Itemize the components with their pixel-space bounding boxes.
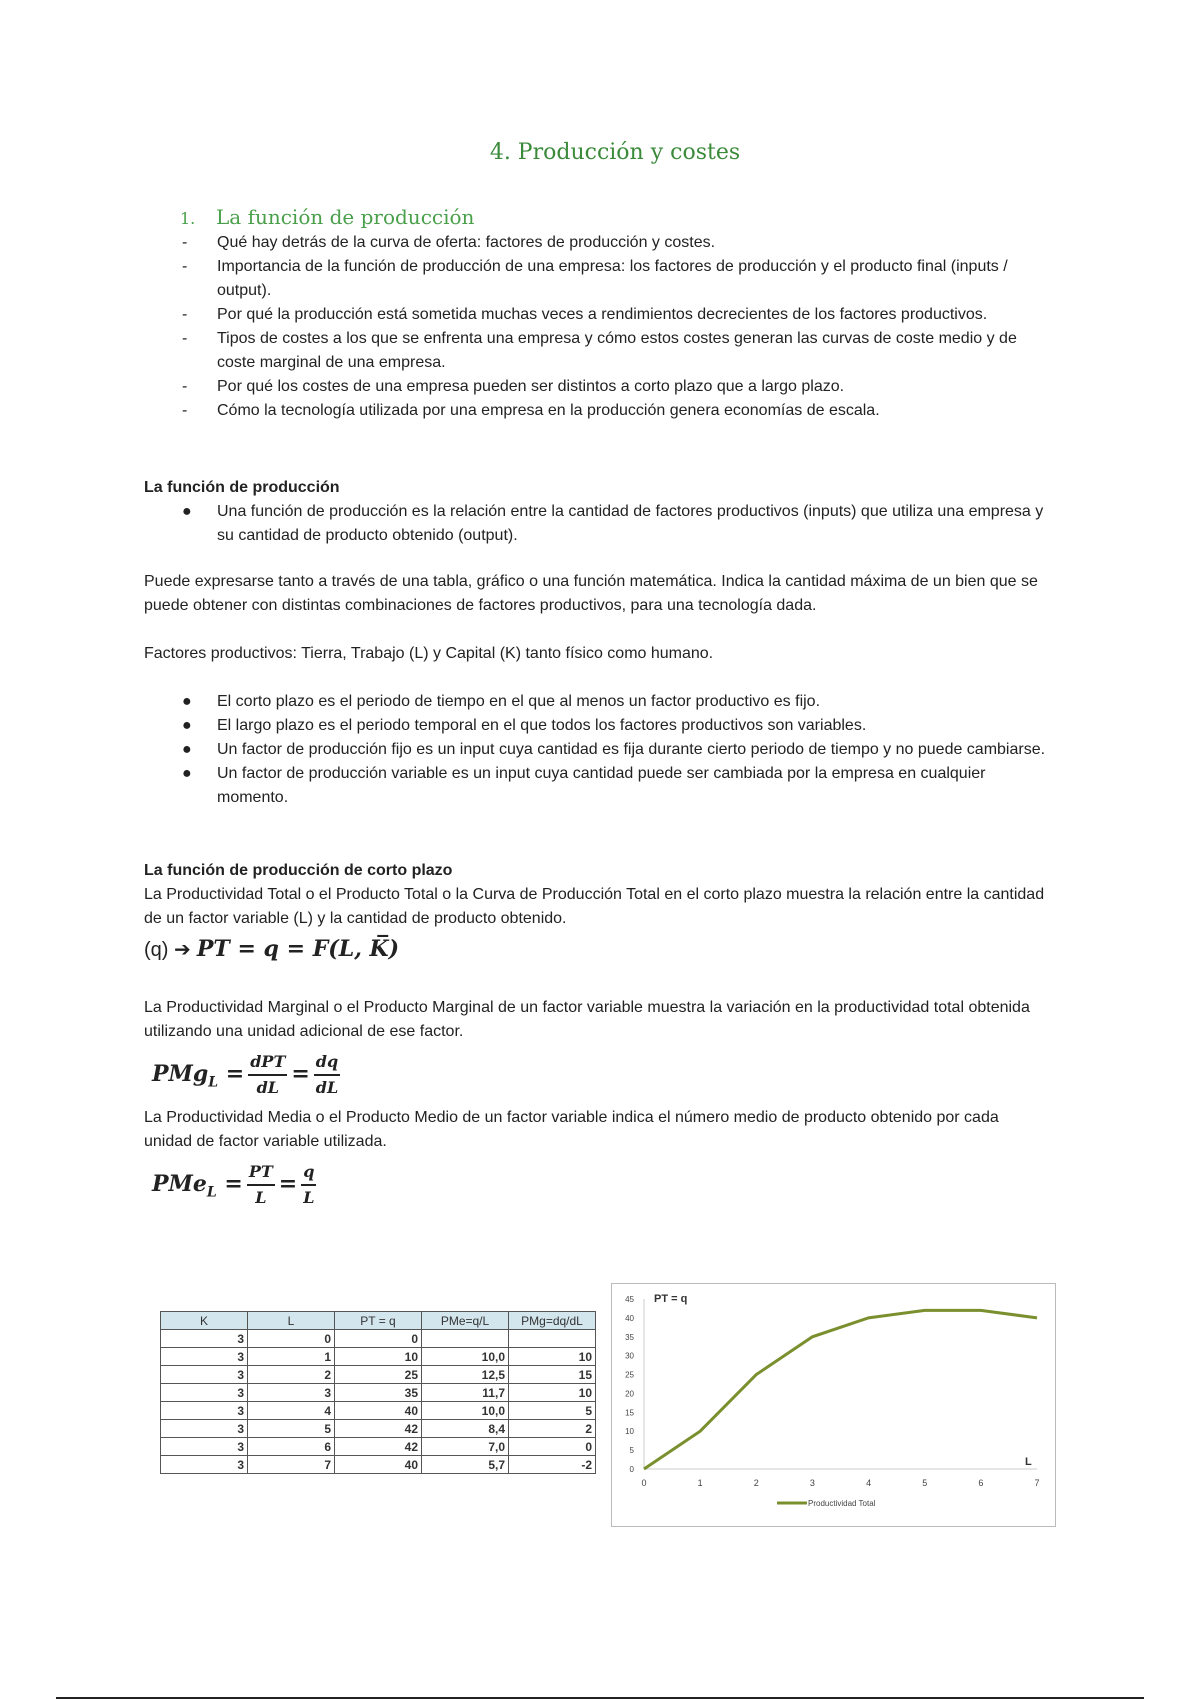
y-tick-label: 5 [629,1446,634,1456]
table-cell: 3 [161,1438,248,1456]
definitions-list [144,690,1049,810]
list-item: ● Un factor de producción fijo es un input cuya cantidad es fija durante cierto periodo de tiempo y no puede cambiarse. [182,741,1046,758]
table-cell: 10 [509,1384,596,1402]
x-tick-label: 7 [1034,1478,1040,1488]
y-tick-label: 15 [625,1408,634,1418]
list-item: - Por qué los costes de una empresa pueden ser distintos a corto plazo que a largo plazo. [182,378,845,395]
table-row [161,1456,596,1474]
table-row [161,1348,596,1366]
y-tick-label: 0 [629,1465,634,1474]
table-cell: 7 [248,1456,335,1474]
table-cell: 3 [161,1420,248,1438]
y-tick-label: 40 [625,1313,634,1323]
subheading: La función de producción [144,479,340,496]
x-tick-label: 1 [697,1478,703,1488]
column-header: L [248,1312,335,1330]
paragraph: Factores productivos: Tierra, Trabajo (L) y Capital (K) tanto físico como humano. [144,645,714,662]
series-line-productividad-total [644,1310,1037,1469]
x-tick-label: 3 [809,1478,815,1488]
section-1 [144,205,1049,423]
column-header: K [161,1312,248,1330]
paragraph: Puede expresarse tanto a través de una tabla, gráfico o una función matemática. Indica la cantidad máxima de un bien que se puede obtener con distintas combinaciones de factores productivos, para una tecnología dada. [144,573,1038,614]
table-cell: 8,4 [422,1420,509,1438]
table-cell: 10 [509,1348,596,1366]
production-table [160,1311,596,1474]
y-tick-label: 45 [625,1295,634,1304]
table-cell: 15 [509,1366,596,1384]
table-cell [422,1330,509,1348]
table-cell: 25 [335,1366,422,1384]
table-cell: 3 [248,1384,335,1402]
list-item: - Tipos de costes a los que se enfrenta una empresa y cómo estos costes generan las curvas de coste medio y de coste marginal de una empresa. [182,330,1017,371]
page-divider [56,1697,1144,1699]
table-cell: 0 [509,1438,596,1456]
formula-pmg: PMg$_L$ = $\frac{\text{dPT}}{dL}$ = $\frac{dq}{dL}$ [152,1052,339,1097]
objectives-list [144,231,1049,423]
list-item: ● El corto plazo es el periodo de tiempo en el que al menos un factor productivo es fijo. [182,693,821,710]
paragraph: La Productividad Marginal o el Producto Marginal de un factor variable muestra la variación en la productividad total obtenida utilizando una unidad adicional de ese factor. [144,999,1030,1040]
table-cell: 40 [335,1456,422,1474]
column-header: PT = q [335,1312,422,1330]
table-row [161,1330,596,1348]
table-row [161,1366,596,1384]
table-cell [509,1330,596,1348]
table-row [161,1384,596,1402]
table-cell: 5,7 [422,1456,509,1474]
list-item: - Cómo la tecnología utilizada por una empresa en la producción genera economías de escala. [182,402,880,419]
table-cell: 3 [161,1348,248,1366]
list-item: ● El largo plazo es el periodo temporal en el que todos los factores productivos son variables. [182,717,867,734]
table-cell: 6 [248,1438,335,1456]
list-item: - Qué hay detrás de la curva de oferta: factores de producción y costes. [182,234,716,251]
table-cell: 40 [335,1402,422,1420]
x-axis-label: L [1025,1456,1032,1468]
table-cell: 11,7 [422,1384,509,1402]
table-cell: 1 [248,1348,335,1366]
list-item: - Por qué la producción está sometida muchas veces a rendimientos decrecientes de los factores productivos. [182,306,988,323]
subheading: La función de producción de corto plazo [144,862,453,879]
table-cell: 3 [161,1456,248,1474]
table-cell: -2 [509,1456,596,1474]
table-cell: 3 [161,1402,248,1420]
table-cell: 10 [335,1348,422,1366]
table-cell: 42 [335,1420,422,1438]
y-tick-label: 30 [625,1351,634,1361]
x-tick-label: 4 [866,1478,872,1488]
table-row [161,1420,596,1438]
chart-title: PT = q [654,1293,688,1305]
table-cell: 5 [248,1420,335,1438]
table-cell: 12,5 [422,1366,509,1384]
list-item: - Importancia de la función de producción de una empresa: los factores de producción y el producto final (inputs / output). [182,258,1008,299]
y-tick-label: 20 [625,1389,634,1399]
table-cell: 0 [248,1330,335,1348]
production-function [144,476,1049,810]
list-item: ● Un factor de producción variable es un input cuya cantidad puede ser cambiada por la empresa en cualquier momento. [182,765,986,806]
table-cell: 35 [335,1384,422,1402]
x-tick-label: 2 [753,1478,759,1488]
table-cell: 0 [335,1330,422,1348]
table-row [161,1438,596,1456]
y-tick-label: 35 [625,1332,634,1342]
table-cell: 2 [509,1420,596,1438]
short-run [144,859,1049,1210]
x-tick-label: 0 [641,1478,647,1488]
table-cell: 4 [248,1402,335,1420]
table-cell: 3 [161,1384,248,1402]
x-tick-label: 6 [978,1478,984,1488]
y-tick-label: 10 [625,1427,634,1437]
legend-label: Productividad Total [808,1499,876,1508]
table-cell: 42 [335,1438,422,1456]
formula-pt: (q) ➔ PT = q = F(L, K̅) [144,936,400,962]
total-product-chart [611,1283,1056,1527]
x-tick-label: 5 [922,1478,928,1488]
list-item: ● Una función de producción es la relación entre la cantidad de factores productivos (inputs) que utiliza una empresa y su cantidad de producto obtenido (output). [182,503,1044,544]
table-cell: 10,0 [422,1402,509,1420]
formula-pme: PMe$_L$ = $\frac{PT}{L}$ = $\frac{q}{L}$ [152,1162,315,1207]
paragraph: La Productividad Total o el Producto Total o la Curva de Producción Total en el corto plazo muestra la relación entre la cantidad de un factor variable (L) y la cantidad de producto obtenido. [144,886,1045,927]
table-cell: 3 [161,1330,248,1348]
paragraph: La Productividad Media o el Producto Medio de un factor variable indica el número medio de producto obtenido por cada unidad de factor variable utilizada. [144,1109,999,1150]
table-cell: 10,0 [422,1348,509,1366]
table-cell: 7,0 [422,1438,509,1456]
y-tick-label: 25 [625,1370,634,1380]
table-row [161,1402,596,1420]
page-title: 4. Producción y costes [489,140,741,165]
column-header: PMe=q/L [422,1312,509,1330]
table-cell: 3 [161,1366,248,1384]
table-cell: 2 [248,1366,335,1384]
column-header: PMg=dq/dL [509,1312,596,1330]
table-cell: 5 [509,1402,596,1420]
section-heading: 1. La función de producción [180,205,475,229]
